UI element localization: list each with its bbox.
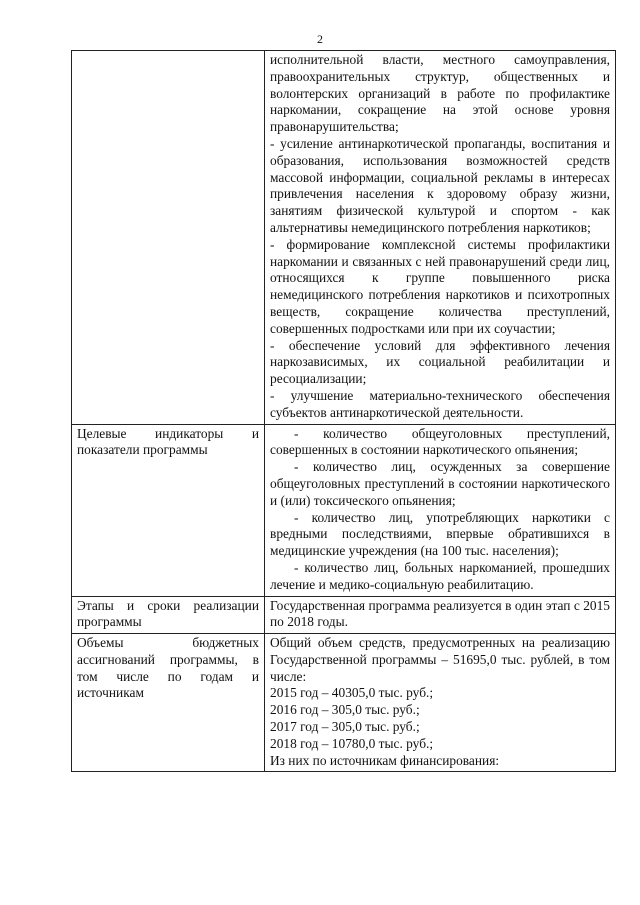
objective-paragraph: - формирование комплексной системы профилактики наркомании и связанных с ней правонарушений среди лиц, относящихся к группе повышенного риска немедицинского потребления наркотиков и психотропных веществ, сокращение количества преступлений, совершенных подростками или при их соучастии; bbox=[270, 236, 610, 336]
program-passport-table bbox=[71, 50, 616, 772]
objective-paragraph: - усиление антинаркотической пропаганды, воспитания и образования, использования возможностей средств массовой информации, социальной рекламы в интересах привлечения населения к здоровому образу жизни, занятиям физической культурой и спортом - как альтернативы немедицинского потребления наркотиков; bbox=[270, 135, 610, 235]
funding-sources-line: Из них по источникам финансирования: bbox=[270, 752, 500, 768]
objective-paragraph: - обеспечение условий для эффективного лечения наркозависимых, их социальной реабилитации и ресоциализации; bbox=[270, 337, 610, 387]
indicator-paragraph: - количество лиц, употребляющих наркотики с вредными последствиями, впервые обратившихся в медицинские учреждения (на 100 тыс. населения); bbox=[270, 509, 610, 559]
row-content bbox=[265, 634, 616, 772]
row-content bbox=[265, 596, 616, 634]
row-label: Целевые индикаторы и показатели программы bbox=[72, 424, 265, 596]
stages-paragraph: Государственная программа реализуется в один этап с 2015 по 2018 годы. bbox=[270, 597, 610, 630]
funding-year-line: 2017 год – 305,0 тыс. руб.; bbox=[270, 719, 420, 735]
table-row-stages bbox=[72, 596, 616, 634]
objective-paragraph: исполнительной власти, местного самоуправления, правоохранительных структур, общественных и волонтерских организаций в работе по профилактике наркомании, сокращение на этой основе уровня правонарушительства; bbox=[270, 52, 610, 135]
row-label bbox=[72, 51, 265, 425]
indicator-paragraph: - количество лиц, больных наркоманией, прошедших лечение и медико-социальную реабилитацию. bbox=[270, 559, 610, 592]
page-number: 2 bbox=[317, 32, 323, 46]
row-label: Этапы и сроки реализации программы bbox=[72, 596, 265, 634]
indicator-paragraph: - количество лиц, осужденных за совершение общеуголовных преступлений в состоянии наркотического и (или) токсического опьянения; bbox=[270, 459, 610, 508]
table-row-funding bbox=[72, 634, 616, 772]
funding-year-line: 2018 год – 10780,0 тыс. руб.; bbox=[270, 735, 434, 751]
row-content bbox=[265, 51, 616, 425]
funding-year-line: 2016 год – 305,0 тыс. руб.; bbox=[270, 702, 420, 718]
table-row-indicators bbox=[72, 424, 616, 596]
row-label: Объемы бюджетных ассигнований программы, в том числе по годам и источникам bbox=[72, 634, 265, 772]
table-row-objectives-continued bbox=[72, 51, 616, 425]
indicator-paragraph: - количество общеуголовных преступлений, совершенных в состоянии наркотического опьянения; bbox=[270, 425, 610, 458]
objective-paragraph: - улучшение материально-технического обеспечения субъектов антинаркотической деятельности. bbox=[270, 387, 610, 420]
funding-paragraph: Общий объем средств, предусмотренных на реализацию Государственной программы – 51695,0 тыс. рублей, в том числе: bbox=[270, 635, 610, 684]
row-content bbox=[265, 424, 616, 596]
funding-year-line: 2015 год – 40305,0 тыс. руб.; bbox=[270, 685, 434, 701]
